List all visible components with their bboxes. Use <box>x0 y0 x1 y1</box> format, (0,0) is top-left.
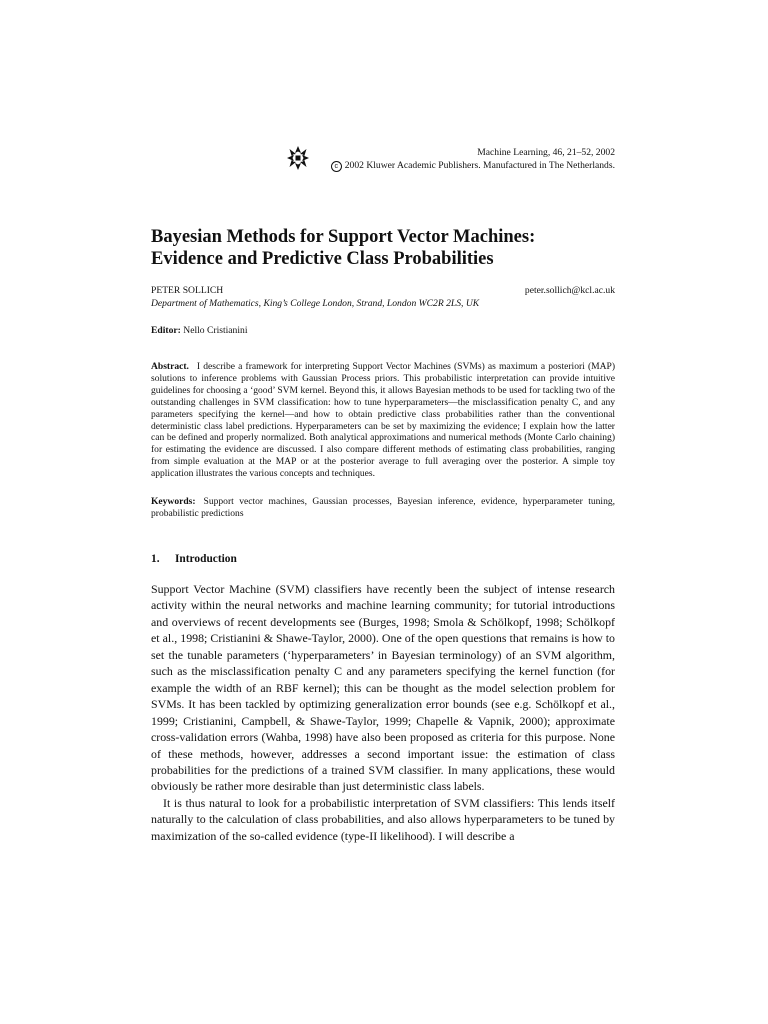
author-affiliation: Department of Mathematics, King’s College London, Strand, London WC2R 2LS, UK <box>151 298 480 309</box>
journal-header <box>287 146 615 172</box>
journal-citation: Machine Learning, 46, 21–52, 2002 <box>477 147 615 158</box>
keywords <box>151 496 615 520</box>
editor-line <box>151 324 615 337</box>
editor-name: Nello Cristianini <box>183 325 248 336</box>
author-name: PETER SOLLICH <box>151 285 224 296</box>
abstract-label: Abstract. <box>151 361 189 372</box>
introduction-body <box>151 581 615 844</box>
author-email: peter.sollich@kcl.ac.uk <box>524 285 615 296</box>
section-number: 1. <box>151 553 160 565</box>
abstract <box>151 361 615 480</box>
section-title: Introduction <box>175 553 237 565</box>
paper-title <box>151 226 621 270</box>
paragraph: Support Vector Machine (SVM) classifiers have recently been the subject of intense research activity within the neural networks and machine learning community; for tutorial introductions and overviews of recent developments see (Burges, 1998; Smola & Schölkopf, 1998; Schölkopf et al., 1998; Cristianini & Shawe-Taylor, 2000). One of the open questions that remains is how to set the tunable parameters (‘hyperparameters’ in Bayesian terminology) of an SVM algorithm, such as the misclassification penalty C and any parameters specifying the kernel function (for example the width of an RBF kernel); this can be thought as the model selection problem for SVMs. It has been tackled by optimizing generalization error bounds (see e.g. Schölkopf et al., 1999; Cristianini, Campbell, & Shawe-Taylor, 1999; Chapelle & Vapnik, 2000); approximate cross-validation errors (Wahba, 1998) have also been proposed as criteria for this purpose. None of these methods, however, addresses a second important issue: the estimation of class probabilities for the predictions of a trained SVM classifier. In many applications, these would obviously be rather more desirable than just deterministic class labels. <box>151 582 615 794</box>
section-heading <box>151 552 615 566</box>
keywords-text: Support vector machines, Gaussian processes, Bayesian inference, evidence, hyperparameter tuning, probabilistic predictions <box>151 496 615 520</box>
kluwer-publisher-logo-icon <box>287 146 309 170</box>
keywords-label: Keywords: <box>151 496 196 507</box>
abstract-text: I describe a framework for interpreting Support Vector Machines (SVMs) as maximum a posteriori (MAP) solutions to inference problems with Gaussian Process priors. This probabilistic interpretation can provide intuitive guidelines for choosing a ‘good’ SVM kernel. Beyond this, it allows Bayesian methods to be used for tackling two of the outstanding challenges in SVM classification: how to tune hyperparameters—the misclassification penalty C, and any parameters specifying the kernel—and how to obtain predictive class probabilities rather than the conventional deterministic class label predictions. Hyperparameters can be set by maximizing the evidence; I explain how the latter can be defined and properly normalized. Both analytical approximations and numerical methods (Monte Carlo chaining) for estimating the evidence are discussed. I also compare different methods of estimating class probabilities, ranging from simple evaluation at the MAP or at the posterior average to full averaging over the posterior. A simple toy application illustrates the various concepts and techniques. <box>151 361 615 480</box>
author-row <box>151 284 615 297</box>
copyright-line <box>331 159 615 172</box>
editor-label: Editor: <box>151 325 181 336</box>
copyright-text: 2002 Kluwer Academic Publishers. Manufactured in The Netherlands. <box>344 160 615 171</box>
title-line-1: Bayesian Methods for Support Vector Machines: <box>151 227 536 247</box>
title-line-2: Evidence and Predictive Class Probabilities <box>151 249 494 269</box>
paragraph: It is thus natural to look for a probabilistic interpretation of SVM classifiers: This lends itself naturally to the calculation of class probabilities, and also allows hyperparameters to be tuned by maximization of the so-called evidence (type-II likelihood). I will describe a <box>151 795 615 843</box>
copyright-icon: c <box>331 161 342 172</box>
